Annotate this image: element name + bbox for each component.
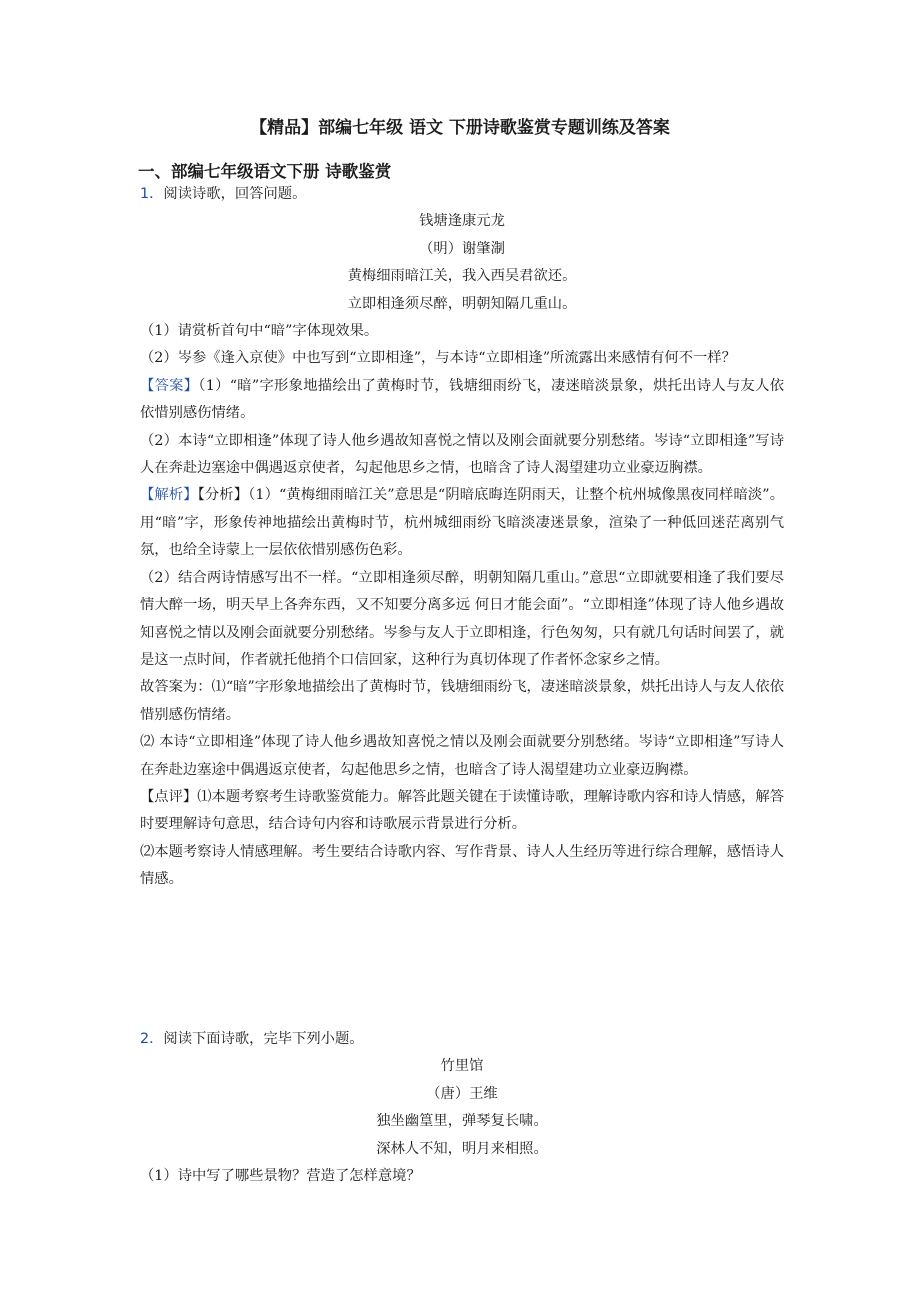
poem-title: 竹里馆 (440, 1058, 484, 1075)
question-number: 2． (140, 1031, 164, 1047)
answer-paragraph-2: （2）本诗“立即相逢”体现了诗人他乡遇故知喜悦之情以及刚会面就要分别愁绪。岑诗“立即相逢”写诗人在奔赴边塞途中偶遇返京使者，勾起他思乡之情，也暗含了诗人渴望建功立业豪迈胸襟。 (140, 432, 784, 477)
sub-question-1: （1）诗中写了哪些景物？营造了怎样意境？ (140, 1168, 421, 1185)
final-answer-2: ⑵ 本诗“立即相逢”体现了诗人他乡遇故知喜悦之情以及刚会面就要分别愁绪。岑诗“立即相逢”写诗人在奔赴边塞途中偶遇返京使者，勾起他思乡之情，也暗含了诗人渴望建功立业豪迈胸襟。 (140, 734, 784, 778)
question-2 (140, 1026, 784, 1190)
section-heading: 一、部编七年级语文下册 诗歌鉴赏 (138, 162, 392, 181)
poem-title: 钱塘逢康元龙 (419, 213, 505, 230)
sub-question-1: （1）请赏析首句中“暗”字体现效果。 (140, 323, 379, 340)
comment-paragraph-1: 【点评】⑴本题考察考生诗歌鉴赏能力。解答此题关键在于读懂诗歌，理解诗歌内容和诗人情感，解答时要理解诗句意思，结合诗句内容和诗歌展示背景进行分析。 (140, 788, 784, 833)
document-title: 【精品】部编七年级 语文 下册诗歌鉴赏专题训练及答案 (250, 118, 670, 138)
final-answer-1: 故答案为：⑴“暗”字形象地描绘出了黄梅时节，钱塘细雨纷飞，凄迷暗淡景象，烘托出诗人与友人依依惜别感伤情绪。 (140, 679, 784, 723)
analysis-paragraph-1: 【解析】【分析】（1）“黄梅细雨暗江关”意思是“阴暗底晦连阴雨天，让整个杭州城像黑夜同样暗淡”。 用“暗”字，形象传神地描绘出黄梅时节，杭州城细雨纷飞暗淡凄迷景象，渲染了一种低回迷茫离别气氛，也给全诗蒙上一层依依惜别感伤色彩。 (140, 487, 784, 559)
comment-paragraph-2: ⑵本题考察诗人情感理解。考生要结合诗歌内容、写作背景、诗人人生经历等进行综合理解，感悟诗人情感。 (140, 843, 784, 888)
question-number: 1． (140, 186, 164, 202)
question-1 (140, 181, 784, 894)
answer-tag: 【答案】 (140, 377, 199, 394)
question-1-prompt: 1．阅读诗歌，回答问题。 (140, 186, 307, 202)
answer-paragraph-1: 【答案】（1）“暗”字形象地描绘出了黄梅时节，钱塘细雨纷飞，凄迷暗淡景象，烘托出诗人与友人依依惜别感伤情绪。 (140, 377, 785, 422)
poem-line: 深林人不知，明月来相照。 (376, 1140, 548, 1157)
poem-line: 立即相逢须尽醉，明朝知隔几重山。 (347, 295, 577, 312)
analysis-tag: 【解析】 (140, 487, 198, 504)
analysis-sub-tag: 【分析】 (197, 487, 249, 504)
poem-author: （明）谢肇淛 (419, 240, 505, 257)
sub-question-2: （2）岑参《逢入京使》中也写到“立即相逢”，与本诗“立即相逢”所流露出来感情有何不一样？ (140, 350, 736, 367)
poem-line: 黄梅细雨暗江关，我入西吴君欲还。 (347, 268, 577, 285)
poem-line: 独坐幽篁里，弹琴复长啸。 (376, 1113, 548, 1130)
question-2-prompt: 2．阅读下面诗歌，完毕下列小题。 (140, 1031, 364, 1047)
analysis-paragraph-2: （2）结合两诗情感写出不一样。“立即相逢须尽醉，明朝知隔几重山。”意思“立即就要相逢了我们要尽情大醉一场，明天早上各奔东西，又不知要分离多远 何日才能会面”。“立即相逢”体现了诗人他乡遇故知喜悦之情以及刚会面就要分别愁绪。岑参与友人于立即相逢，行色匆匆，只有就几句话时间罢了，就是这一点时间，作者就托他捎个口信回家，这种行为真切体现了作者怀念家乡之情。 (140, 569, 784, 668)
poem-author: （唐）王维 (426, 1085, 498, 1102)
